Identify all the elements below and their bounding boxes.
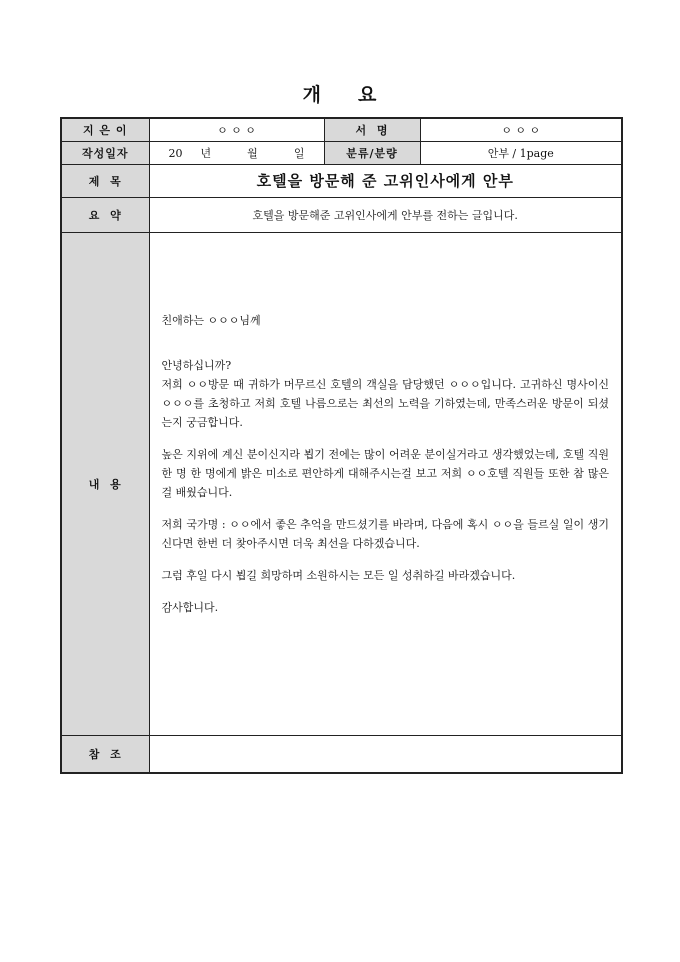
closing-text: 감사합니다. bbox=[161, 600, 219, 614]
signature-value[interactable]: ㅇ ㅇ ㅇ bbox=[420, 118, 622, 141]
author-row bbox=[61, 118, 622, 141]
reference-label: 참 조 bbox=[61, 735, 149, 773]
author-label: 지 은 이 bbox=[61, 118, 149, 141]
category-label: 분류/분량 bbox=[324, 141, 420, 164]
title-part-1: 개 bbox=[302, 84, 322, 106]
paragraph-4: 그럼 후일 다시 뵙길 희망하며 소원하시는 모든 일 성취하길 바라겠습니다. bbox=[161, 568, 516, 582]
subject-label: 제 목 bbox=[61, 164, 149, 197]
summary-row bbox=[61, 197, 622, 232]
summary-label: 요 약 bbox=[61, 197, 149, 232]
content-row bbox=[61, 232, 622, 735]
date-day-unit: 일 bbox=[293, 146, 305, 160]
subject-row bbox=[61, 164, 622, 197]
paragraph-1: 안녕하십니까? 저희 ㅇㅇ방문 때 귀하가 머무르신 호텔의 객실을 담당했던 ㅇㅇㅇ입니다. 고귀하신 명사이신 ㅇㅇㅇ를 초청하고 저희 호텔 나름으로는 최선의 노력을 기하였는데, 만족스러운 방문이 되셨는지 궁금합니다. bbox=[161, 358, 609, 429]
date-year: 20 bbox=[168, 146, 183, 160]
date-row bbox=[61, 141, 622, 164]
subject-value[interactable]: 호텔을 방문해 준 고위인사에게 안부 bbox=[149, 164, 622, 197]
title-part-2: 요 bbox=[358, 84, 378, 106]
reference-row bbox=[61, 735, 622, 773]
date-year-unit: 년 bbox=[200, 146, 212, 160]
category-value[interactable]: 안부 / 1page bbox=[420, 141, 622, 164]
date-value[interactable] bbox=[149, 141, 324, 164]
greeting-text: 친애하는 ㅇㅇㅇ님께 bbox=[161, 313, 261, 327]
signature-label: 서 명 bbox=[324, 118, 420, 141]
date-label: 작성일자 bbox=[61, 141, 149, 164]
paragraph-3: 저희 국가명 : ㅇㅇ에서 좋은 추억을 만드셨기를 바라며, 다음에 혹시 ㅇㅇ을 들르실 일이 생기신다면 한번 더 찾아주시면 더욱 최선을 다하겠습니다. bbox=[161, 517, 609, 550]
summary-value[interactable]: 호텔을 방문해준 고위인사에게 안부를 전하는 글입니다. bbox=[149, 197, 622, 232]
paragraph-2: 높은 지위에 계신 분이신지라 뵙기 전에는 많이 어려운 분이실거라고 생각했었는데, 호텔 직원 한 명 한 명에게 밝은 미소로 편안하게 대해주시는걸 보고 저희 ㅇㅇ호텔 직원들 또한 참 많은 걸 배웠습니다. bbox=[161, 447, 609, 499]
content-body[interactable] bbox=[149, 232, 622, 735]
content-label: 내 용 bbox=[61, 232, 149, 735]
document-form bbox=[60, 117, 623, 774]
date-month-unit: 월 bbox=[247, 146, 258, 160]
page-title bbox=[0, 80, 680, 107]
reference-value[interactable] bbox=[149, 735, 622, 773]
author-value[interactable]: ㅇ ㅇ ㅇ bbox=[149, 118, 324, 141]
